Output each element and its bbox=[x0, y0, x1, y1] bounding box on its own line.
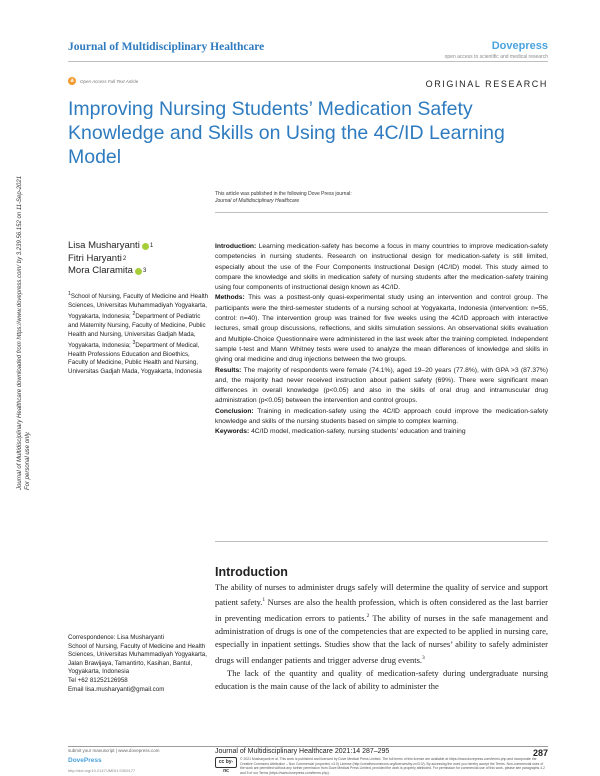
orcid-icon[interactable] bbox=[142, 243, 149, 250]
abstract-divider bbox=[215, 541, 548, 542]
article-title: Improving Nursing Students’ Medication Safety Knowledge and Skills on Using the 4C/ID Learning Model bbox=[68, 98, 505, 168]
author-affil-ref: 3 bbox=[142, 268, 147, 274]
affil-ref: 3 bbox=[132, 340, 136, 347]
affiliation-text: Department of Pediatric and Maternity Nursing, Faculty of Medicine, Public Health and Nursing, Universitas Gadjah Mada, Yogyakarta, Indonesia; bbox=[68, 313, 206, 350]
abstract bbox=[215, 242, 548, 438]
author-affil-ref: 2 bbox=[122, 255, 127, 262]
publisher-tagline: open access to scientific and medical research bbox=[444, 54, 548, 60]
open-access-icon: a bbox=[68, 77, 76, 85]
abstract-text: The majority of respondents were female (74.1%), aged 19–20 years (77.8%), with GPA >3 (87.37%) and, the majority had never received instruction about patient safety (69%). There were significant mean differences in overall knowledge (p<0.05) and also in the skills of oral drug and intramuscular drug administration (p<0.05) between the intervention and control groups. bbox=[215, 366, 548, 405]
abstract-introduction bbox=[215, 242, 548, 293]
journal-name: Journal of Multidisciplinary Healthcare bbox=[68, 41, 265, 53]
author-name[interactable]: Mora Claramita bbox=[68, 265, 133, 276]
publication-note-journal[interactable]: Journal of Multidisciplinary Healthcare bbox=[215, 198, 300, 204]
abstract-keywords bbox=[215, 427, 548, 437]
orcid-icon[interactable] bbox=[135, 268, 142, 275]
open-access-label: Open Access Full Text Article bbox=[80, 78, 139, 84]
abstract-text: This was a posttest-only quasi-experimental study using an intervention and control group. The participants were the third-semester students of a nursing school at Yogyakarta, Indonesia (intervention: n=55, control: n=40). The intervention group was trained for five weeks using the 4C/ID approach with interactive lectures, small group discussions, reflections, and skills simulation sessions. An observational skills evaluation and Multiple-Choice Questionnaire were administered in the last week after the training completed. Independent sample t-test and Mann Whitney tests were used to analyze the mean differences of knowledge and skills in giving oral medicine and drug injections between the two groups. bbox=[215, 294, 548, 364]
author-affil-ref: 1 bbox=[149, 243, 154, 249]
header-divider bbox=[68, 61, 548, 62]
abstract-label: Keywords: bbox=[215, 428, 250, 436]
publication-note-text: This article was published in the following Dove Press journal: bbox=[215, 191, 352, 197]
affiliations bbox=[68, 290, 210, 377]
abstract-text: Learning medication-safety has become a focus in many countries to improve medication-safety competencies in nursing students. Research on instructional design for medication-safety is still limited, especially about the use of the Four Components Instructional Design (4C/ID) model. This study aimed to compare the knowledge and skills in medication safety of nursing students after the medication-safety training using four components of instructional design known as 4C/ID. bbox=[215, 243, 549, 292]
introduction-body bbox=[215, 581, 548, 694]
citation-ref[interactable]: 1 bbox=[262, 597, 266, 604]
page-number: 287 bbox=[532, 748, 548, 758]
correspondence bbox=[68, 634, 210, 694]
abstract-text: 4C/ID model, medication-safety, nursing students’ education and training bbox=[251, 428, 466, 436]
author-item bbox=[68, 265, 153, 278]
publisher-block bbox=[445, 40, 548, 60]
affil-ref: 2 bbox=[132, 311, 136, 318]
citation-ref[interactable]: 3 bbox=[422, 654, 425, 661]
body-text: The ability of nurses to administer drugs safely will determine the quality of service and support patient safety. bbox=[215, 582, 548, 608]
author-item bbox=[68, 253, 153, 266]
open-access-badge bbox=[68, 77, 138, 85]
author-name[interactable]: Fitri Haryanti bbox=[68, 252, 122, 264]
footer-divider bbox=[68, 746, 548, 747]
doi-link[interactable]: http://doi.org/10.2147/JMDH.S309177 bbox=[68, 768, 136, 773]
publisher-logo[interactable]: Dovepress bbox=[491, 40, 548, 52]
personal-use-notice: For personal use only. bbox=[25, 431, 31, 490]
author-name[interactable]: Lisa Musharyanti bbox=[68, 240, 140, 251]
abstract-text: Training in medication-safety using the 4C/ID approach could improve the medication-safety knowledge and skills of the nursing students based on simple to complex learning. bbox=[215, 407, 548, 426]
abstract-methods bbox=[215, 293, 548, 365]
download-sidebar bbox=[16, 176, 32, 490]
submit-manuscript-link[interactable]: submit your manuscript | www.dovepress.com bbox=[68, 748, 160, 753]
abstract-results bbox=[215, 366, 548, 407]
dovepress-footer-logo[interactable]: DovePress bbox=[68, 757, 102, 764]
author-list bbox=[68, 240, 153, 278]
license-text: © 2021 Musharyanti et al. This work is published and licensed by Dove Medical Press Limited. The full terms of this license are available at https://www.dovepress.com/terms.php and incorporate the Creative Commons Attribution – Non Commercial (unported, v3.0) License (http://creativecommons.org/licenses/by-nc/3.0/). By accessing the work you hereby accept the Terms. Non-commercial uses of the work are permitted without any further permission from Dove Medical Press Limited, provided the work is properly attributed. For permission for commercial use of this work, please see paragraphs 4.2 and 5 of our Terms (https://www.dovepress.com/terms.php). bbox=[240, 757, 545, 775]
affiliation-text: School of Nursing, Faculty of Medicine and Health Sciences, Universitas Muhammadiyah Yogyakarta, Yogyakarta, Indonesia; bbox=[68, 293, 209, 321]
publication-divider bbox=[215, 212, 548, 213]
author-item bbox=[68, 240, 153, 253]
section-label: ORIGINAL RESEARCH bbox=[425, 79, 548, 89]
correspondence-address: School of Nursing, Faculty of Medicine and Health Sciences, Universitas Muhammadiyah Yogyakarta, Jalan Brawijaya, Tamantirto, Kasihan, Bantul, Yogyakarta, Indonesia bbox=[68, 642, 207, 676]
introduction-heading: Introduction bbox=[215, 565, 288, 579]
abstract-label: Results: bbox=[215, 366, 242, 374]
abstract-label: Introduction: bbox=[215, 243, 257, 250]
affiliation-text: Department of Medical, Health Professions Education and Bioethics, Faculty of Medicine, Public Health and Nursing, Universitas Gadjah Mada, Yogyakarta, Indonesia bbox=[68, 342, 202, 375]
body-text: The ability of nurses in the safe management and administration of drugs is one of the competencies that are expected to be applied in nursing care, especially in inpatient settings. Studies show that the lack of nurses’ ability to safely administer drugs will endanger patients and trigger adverse drug events. bbox=[215, 612, 548, 665]
body-paragraph: The lack of the quantity and quality of medication-safety during undergraduate nursing education is the main cause of the lack of ability to administer the bbox=[215, 667, 548, 692]
correspondence-tel: Tel +62 81252126958 bbox=[68, 676, 128, 684]
download-notice: Journal of Multidisciplinary Healthcare downloaded from https://www.dovepress.com/ by 3.239.56.152 on 11-Sep-2021 bbox=[17, 175, 23, 490]
affil-ref: 1 bbox=[68, 291, 71, 297]
abstract-conclusion bbox=[215, 407, 548, 428]
abstract-label: Conclusion: bbox=[215, 407, 254, 415]
cc-license-icon[interactable]: cc by-nc bbox=[215, 757, 237, 768]
publication-note bbox=[215, 191, 352, 205]
correspondence-label: Correspondence: Lisa Musharyanti bbox=[68, 634, 164, 641]
correspondence-email[interactable]: Email lisa.musharyanti@gmail.com bbox=[68, 685, 165, 693]
abstract-label: Methods: bbox=[215, 294, 245, 302]
citation-ref[interactable]: 2 bbox=[366, 612, 370, 619]
footer-citation: Journal of Multidisciplinary Healthcare 2021:14 287–295 bbox=[215, 748, 390, 755]
body-text: Nurses are also the health profession, which is often considered as the last barrier in preventing medication errors to patients. bbox=[215, 597, 548, 623]
body-paragraph bbox=[215, 581, 548, 667]
